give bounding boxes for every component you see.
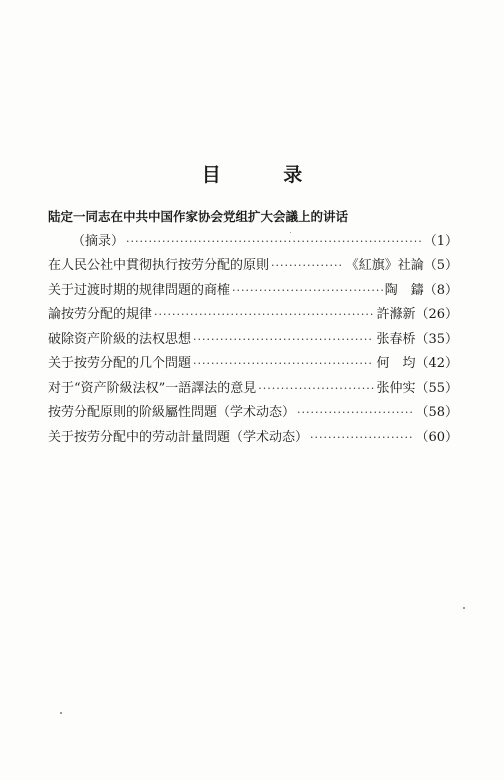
- leader-dots: [126, 230, 422, 255]
- table-of-contents: [48, 205, 458, 450]
- entry-title: 陆定一同志在中共中国作家协会党组扩大会議上的讲话: [48, 209, 349, 224]
- entry-author: 何 均: [376, 356, 416, 371]
- entry-title: （摘录）: [72, 233, 125, 249]
- scan-speck: [463, 607, 465, 609]
- leader-dots: [193, 328, 374, 353]
- toc-entry[interactable]: [48, 377, 458, 402]
- toc-entry[interactable]: [48, 352, 458, 377]
- entry-page: （58）: [415, 405, 458, 420]
- entry-author: 許滌新: [376, 307, 416, 322]
- entry-page: （8）: [423, 282, 458, 298]
- toc-entry[interactable]: [48, 303, 458, 328]
- leader-dots: [310, 426, 413, 451]
- toc-entry[interactable]: [48, 254, 458, 279]
- leader-dots: [232, 279, 383, 304]
- entry-title: 关于按劳分配中的劳动計量問題（学术动态）: [48, 429, 309, 445]
- leader-dots: [297, 401, 413, 426]
- leader-dots: [258, 377, 374, 402]
- scan-speck: [60, 712, 62, 714]
- entry-title: 破除资产阶級的法权思想: [48, 331, 192, 347]
- toc-entry[interactable]: [48, 401, 458, 426]
- entry-author: 张仲实: [376, 380, 416, 396]
- entry-page: （35）: [415, 331, 458, 347]
- leader-dots: [193, 352, 374, 377]
- toc-entry[interactable]: [48, 328, 458, 353]
- toc-entry[interactable]: [48, 230, 458, 255]
- entry-page: （1）: [423, 233, 458, 249]
- entry-author: 《紅旗》社論: [345, 258, 424, 273]
- entry-title: 关于按劳分配的几个問題: [48, 356, 192, 371]
- entry-title: 对于“资产阶級法权”一語譯法的意見: [48, 380, 257, 396]
- entry-page: （42）: [415, 356, 458, 371]
- entry-title: 关于过渡时期的规律問題的商榷: [48, 282, 231, 298]
- scan-speck: [290, 232, 291, 233]
- toc-entry: [48, 205, 458, 230]
- entry-page: （55）: [415, 380, 458, 396]
- entry-page: （5）: [423, 258, 458, 273]
- entry-title: 在人民公社中貫彻执行按劳分配的原則: [48, 258, 270, 273]
- leader-dots: [154, 303, 374, 328]
- entry-title: 論按劳分配的規律: [48, 307, 153, 322]
- entry-author: 张春桥: [376, 331, 416, 347]
- entry-title: 按劳分配原則的阶級屬性問題（学术动态）: [48, 405, 296, 420]
- toc-entry[interactable]: [48, 279, 458, 304]
- entry-page: （26）: [415, 307, 458, 322]
- page-title: 目 录: [201, 164, 331, 186]
- toc-entry[interactable]: [48, 426, 458, 451]
- entry-page: （60）: [415, 429, 458, 445]
- entry-author: 陶 鑄: [384, 282, 424, 298]
- leader-dots: [271, 254, 344, 279]
